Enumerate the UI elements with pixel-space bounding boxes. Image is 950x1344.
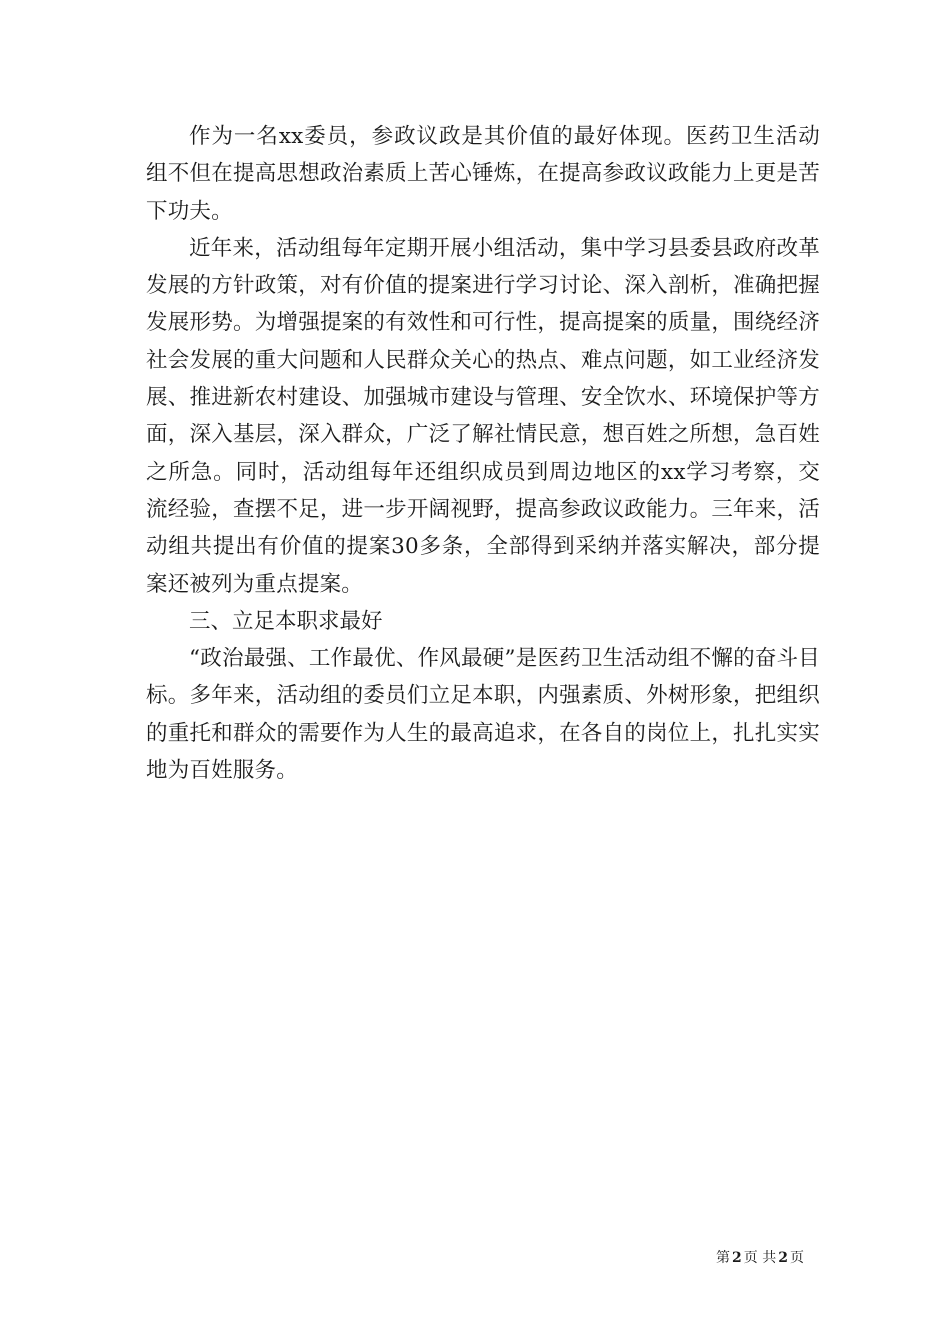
footer-middle: 页 共: [743, 1250, 777, 1266]
page-number-footer: [716, 1248, 804, 1268]
paragraph-3: “政治最强、工作最优、作风最硬”是医药卫生活动组不懈的奋斗目标。多年来，活动组的委员们立足本职，内强素质、外树形象，把组织的重托和群众的需要作为人生的最高追求，在各自的岗位上，扎扎实实地为百姓服务。: [146, 646, 820, 784]
paragraph-1: 作为一名xx委员，参政议政是其价值的最好体现。医药卫生活动组不但在提高思想政治素质上苦心锤炼，在提高参政议政能力上更是苦下功夫。: [146, 124, 820, 224]
footer-suffix: 页: [790, 1250, 804, 1266]
total-page-number: 2: [778, 1250, 788, 1266]
footer-prefix: 第: [716, 1250, 731, 1266]
paragraph-2: 近年来，活动组每年定期开展小组活动，集中学习县委县政府改革发展的方针政策，对有价值的提案进行学习讨论、深入剖析，准确把握发展形势。为增强提案的有效性和可行性，提高提案的质量，围绕经济社会发展的重大问题和人民群众关心的热点、难点问题，如工业经济发展、推进新农村建设、加强城市建设与管理、安全饮水、环境保护等方面，深入基层，深入群众，广泛了解社情民意，想百姓之所想，急百姓之所急。同时，活动组每年还组织成员到周边地区的xx学习考察，交流经验，查摆不足，进一步开阔视野，提高参政议政能力。三年来，活动组共提出有价值的提案30多条，全部得到采纳并落实解决，部分提案还被列为重点提案。: [146, 235, 820, 597]
document-body: [146, 118, 820, 789]
section-heading: 三、立足本职求最好: [189, 608, 383, 634]
current-page-number: 2: [732, 1250, 742, 1266]
